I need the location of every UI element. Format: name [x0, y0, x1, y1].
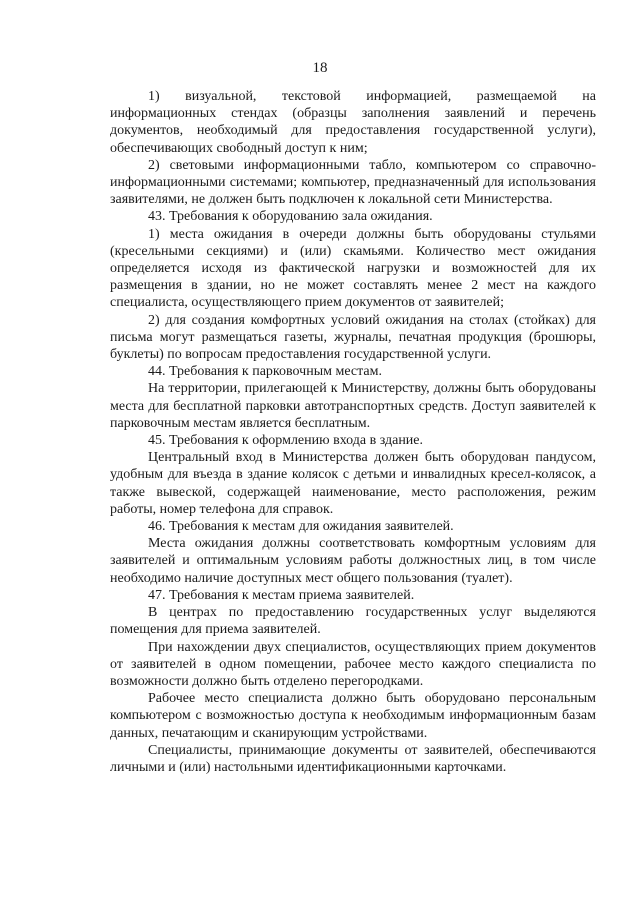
paragraph-waiting-comfort: 2) для создания комфортных условий ожидания на столах (стойках) для письма могут размещаться газеты, журналы, печатная продукция (брошюры, буклеты) по вопросам предоставления государственной услуги. [110, 312, 596, 363]
page-number: 18 [312, 60, 328, 76]
paragraph-entrance: Центральный вход в Министерства должен быть оборудован пандусом, удобным для въезда в здание колясок с детьми и инвалидных кресел-колясок, а также вывеской, содержащей наименование, место расположения, режим работы, номер телефона для справок. [110, 450, 596, 517]
paragraph-id-cards: Специалисты, принимающие документы от заявителей, обеспечиваются личными и (или) настольными идентификационными карточками. [110, 742, 596, 775]
paragraph-light-boards: 2) световыми информационными табло, компьютером со справочно-информационными системами; компьютер, предназначенный для использования заявителями, не должен быть подключен к локальной сети Министерства. [110, 157, 596, 208]
paragraph-heading-47: 47. Требования к местам приема заявителей. [148, 587, 415, 603]
paragraph-heading-45: 45. Требования к оформлению входа в здание. [148, 433, 424, 449]
document-body [110, 88, 596, 776]
paragraph-heading-43: 43. Требования к оборудованию зала ожидания. [148, 209, 433, 225]
paragraph-parking: На территории, прилегающей к Министерству, должны быть оборудованы места для бесплатной парковки автотранспортных средств. Доступ заявителей к парковочным местам является бесплатным. [110, 381, 596, 431]
paragraph-display-info: 1) визуальной, текстовой информацией, размещаемой на информационных стендах (образцы заполнения заявлений и перечень документов, необходимый для предоставления государственной услуги), обеспечивающих свободный доступ к ним; [110, 89, 596, 156]
paragraph-heading-46: 46. Требования к местам для ожидания заявителей. [148, 519, 454, 535]
paragraph-workplace: Рабочее место специалиста должно быть оборудовано персональным компьютером с возможностью доступа к необходимым информационным базам данных, печатающим и сканирующим устройствами. [110, 691, 596, 741]
paragraph-waiting-seats: 1) места ожидания в очереди должны быть оборудованы стульями (кресельными секциями) и (или) скамьями. Количество мест ожидания определяется исходя из фактической нагрузки и возможностей для их размещения в здании, но не может составлять менее 2 мест на каждого специалиста, осуществляющего прием документов от заявителей; [110, 226, 596, 311]
paragraph-partitions: При нахождении двух специалистов, осуществляющих прием документов от заявителей в одном помещении, рабочее место каждого специалиста по возможности должно быть отделено перегородками. [110, 639, 596, 689]
paragraph-waiting-places: Места ожидания должны соответствовать комфортным условиям для заявителей и оптимальным условиям работы должностных лиц, в том числе необходимо наличие доступных мест общего пользования (туалет). [110, 536, 596, 586]
paragraph-reception-rooms: В центрах по предоставлению государственных услуг выделяются помещения для приема заявителей. [110, 605, 596, 638]
paragraph-heading-44: 44. Требования к парковочным местам. [148, 364, 382, 380]
